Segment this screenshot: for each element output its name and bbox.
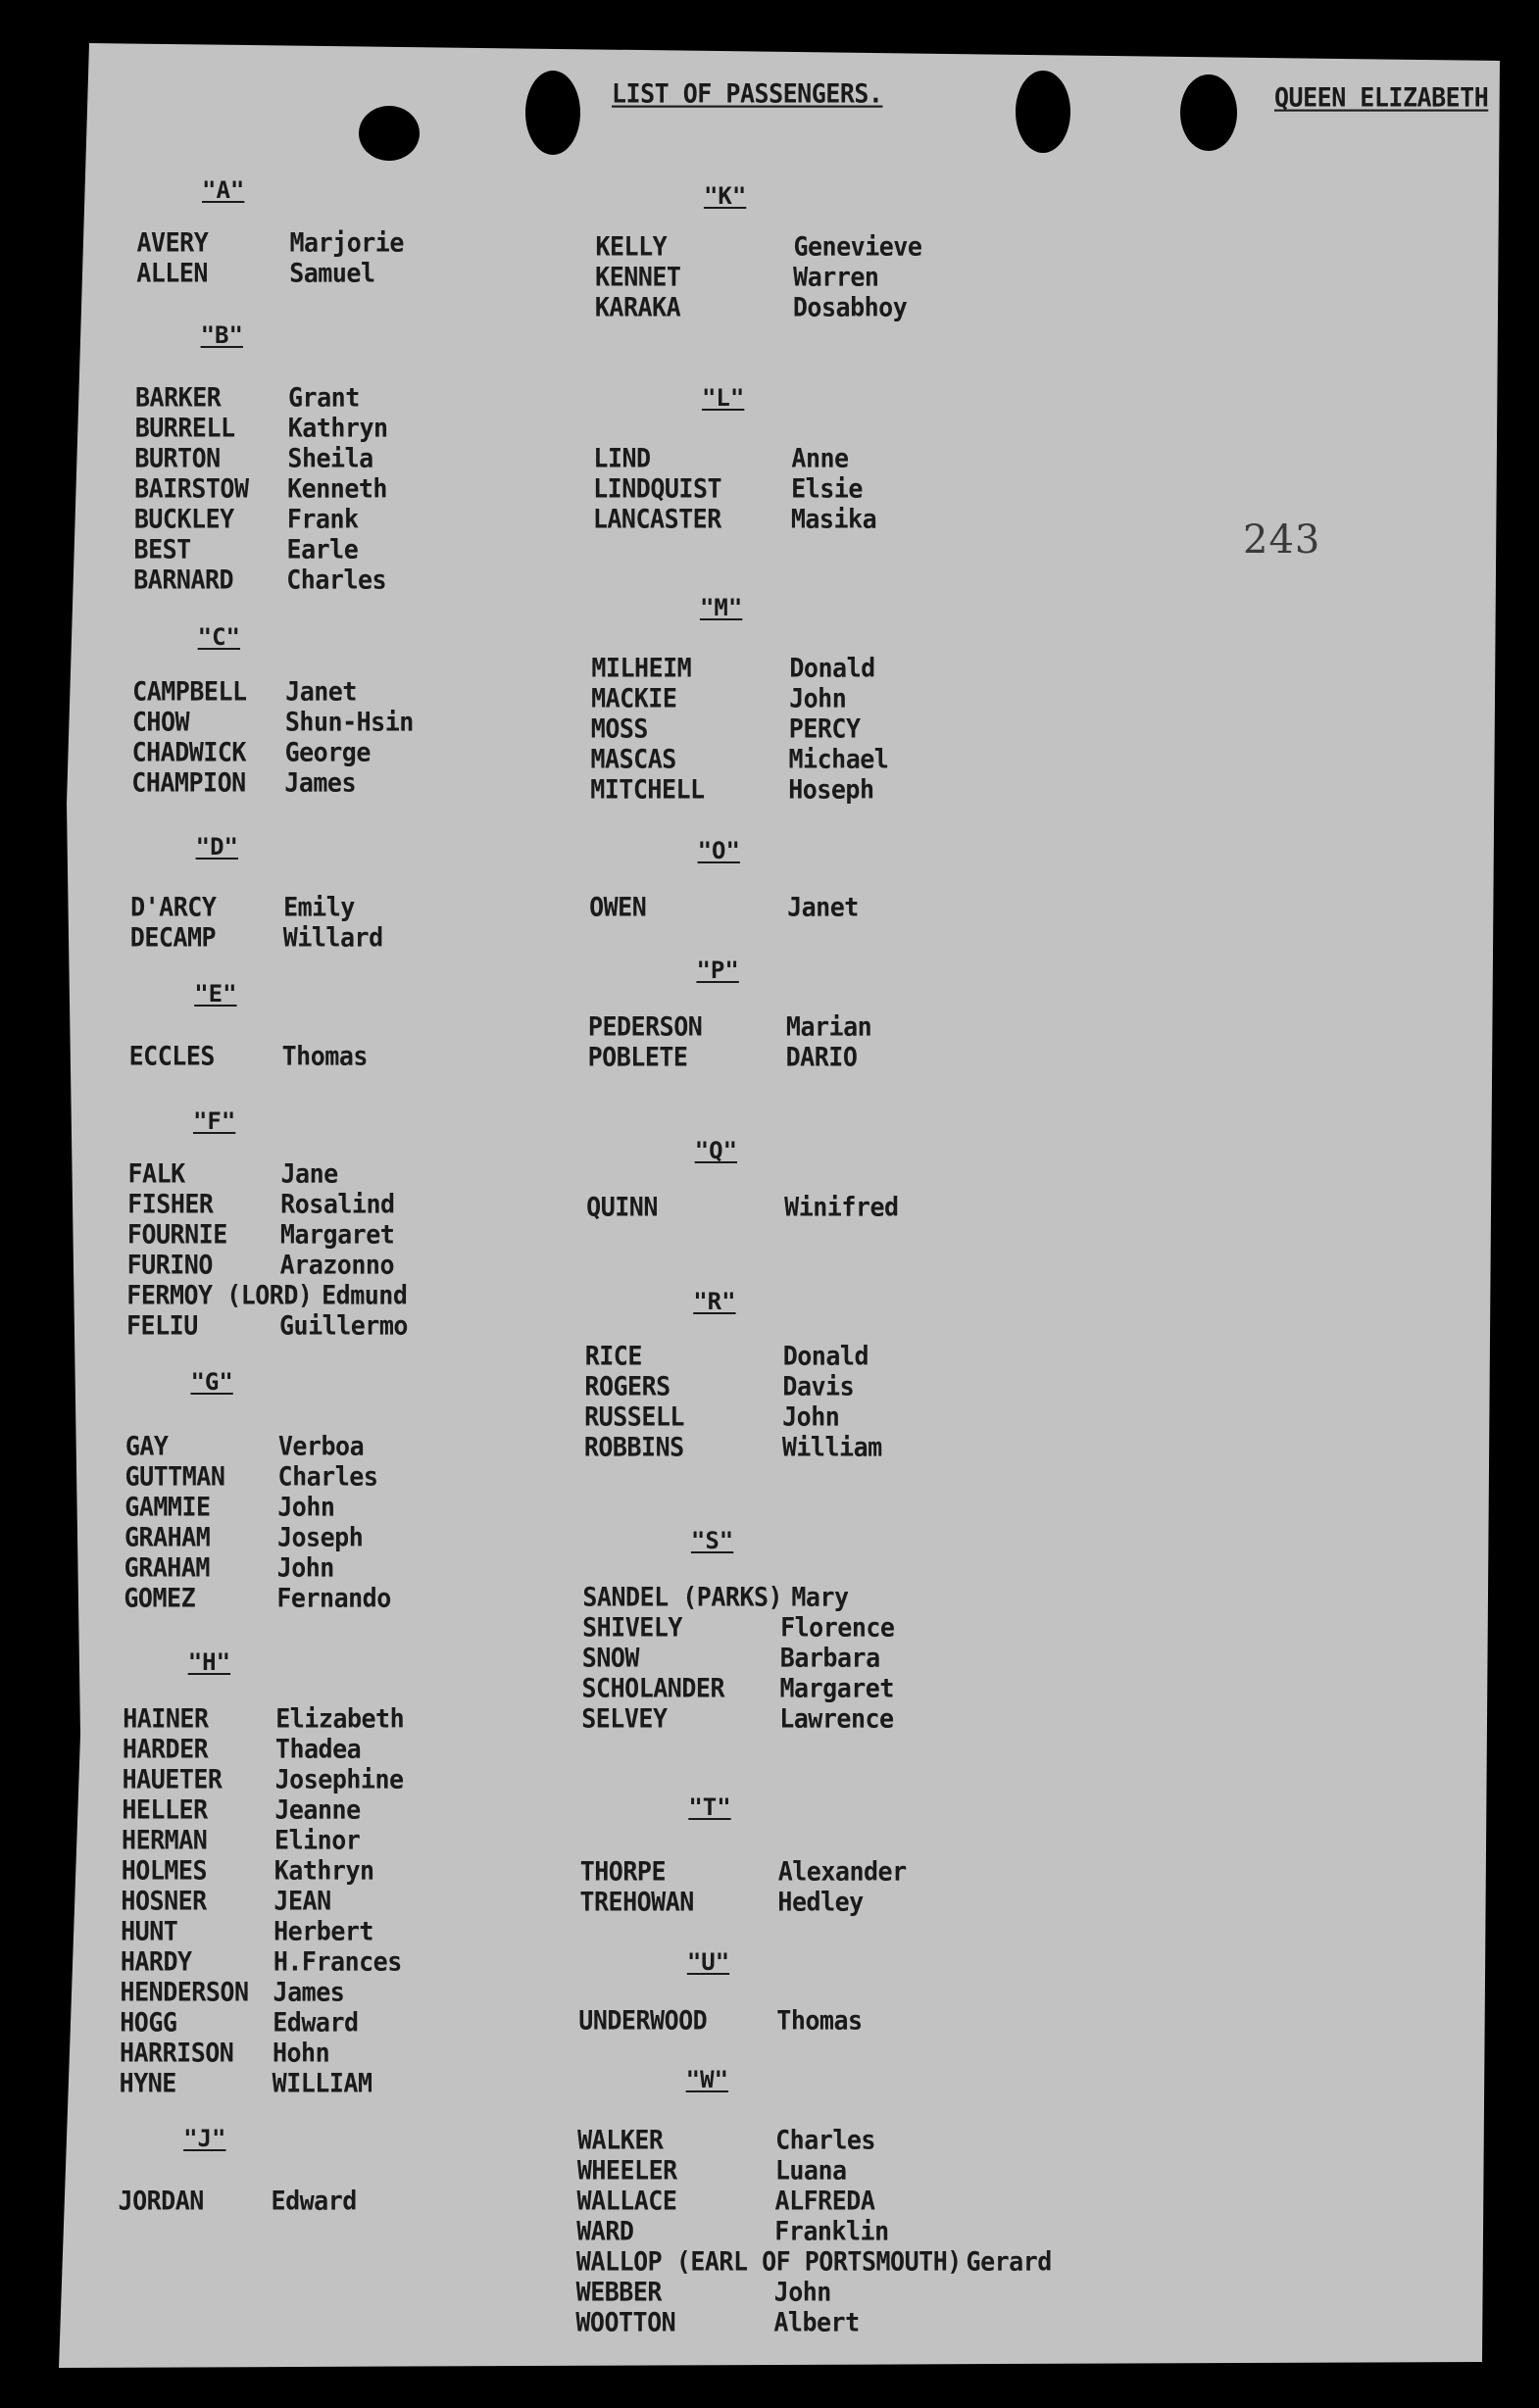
passenger-surname: MASCAS (590, 744, 676, 774)
passenger-given-name: William (781, 1432, 882, 1462)
passenger-surname: BAIRSTOW (134, 473, 249, 504)
passenger-surname: BURTON (134, 443, 221, 473)
passenger-given-name: Luana (774, 2155, 847, 2186)
passenger-given-name: ALFREDA (774, 2186, 875, 2216)
passenger-given-name: Elizabeth (275, 1703, 405, 1734)
passenger-surname: HOSNER (121, 1886, 207, 1916)
section-letter: "W" (685, 2066, 729, 2093)
passenger-surname: HARRISON (119, 2038, 234, 2068)
passenger-surname: CHOW (131, 707, 190, 737)
passenger-surname: FELIU (126, 1310, 198, 1341)
passenger-surname: MACKIE (591, 683, 677, 713)
passenger-given-name: Earle (286, 534, 359, 565)
section-letter: "T" (688, 1794, 731, 1821)
passenger-given-name: Charles (286, 565, 387, 595)
passenger-given-name: Emily (283, 892, 355, 922)
passenger-surname: GAY (124, 1431, 169, 1461)
passenger-given-name: Elinor (274, 1825, 361, 1855)
passenger-surname: FALK (127, 1158, 185, 1189)
passenger-given-name: Arazonno (279, 1250, 395, 1280)
passenger-surname: ROGERS (584, 1371, 670, 1401)
section-letter: "S" (690, 1527, 734, 1554)
passenger-surname: WHEELER (576, 2155, 677, 2186)
passenger-given-name: Hohn (272, 2038, 330, 2068)
section-letter: "O" (697, 837, 740, 864)
passenger-surname: LIND (593, 443, 651, 473)
passenger-given-name: Barbara (779, 1643, 880, 1673)
passenger-surname: THORPE (579, 1856, 667, 1887)
section-letter: "P" (696, 957, 739, 984)
passenger-surname: POBLETE (587, 1042, 688, 1072)
passenger-surname: HOLMES (121, 1855, 208, 1886)
passenger-surname: WALLOP (EARL OF PORTSMOUTH) (575, 2246, 962, 2277)
passenger-surname: GRAHAM (124, 1552, 210, 1583)
passenger-given-name: George (284, 737, 371, 767)
passenger-given-name: Genevieve (793, 231, 922, 262)
passenger-given-name: Gerard (966, 2246, 1052, 2277)
passenger-given-name: Charles (775, 2125, 875, 2155)
passenger-given-name: Jane (280, 1158, 338, 1189)
passenger-surname: HUNT (121, 1916, 178, 1946)
passenger-given-name: Donald (789, 653, 875, 683)
passenger-given-name: H.Frances (273, 1946, 402, 1977)
section-letter: "B" (200, 321, 243, 349)
passenger-given-name: Grant (288, 382, 360, 413)
passenger-given-name: Willard (282, 922, 383, 953)
passenger-given-name: Donald (782, 1341, 869, 1371)
section-letter: "F" (192, 1107, 236, 1135)
passenger-surname: BARKER (135, 382, 222, 413)
passenger-surname: ALLEN (136, 258, 208, 288)
passenger-given-name: Joseph (276, 1522, 364, 1552)
passenger-given-name: Josephine (274, 1764, 404, 1794)
passenger-surname: GRAHAM (124, 1522, 211, 1552)
passenger-given-name: Mary (791, 1582, 849, 1612)
passenger-surname: BUCKLEY (133, 504, 234, 534)
punch-hole (525, 71, 580, 155)
passenger-surname: PEDERSON (587, 1011, 703, 1042)
passenger-given-name: Franklin (774, 2216, 889, 2246)
passenger-surname: CAMPBELL (132, 676, 247, 707)
passenger-surname: UNDERWOOD (578, 2005, 708, 2036)
passenger-surname: TREHOWAN (579, 1887, 694, 1917)
passenger-given-name: Sheila (287, 443, 373, 473)
passenger-given-name: Hedley (777, 1887, 864, 1917)
passenger-surname: FERMOY (LORD) (126, 1280, 313, 1310)
passenger-given-name: Elsie (791, 473, 863, 504)
passenger-given-name: James (273, 1977, 345, 2007)
passenger-given-name: Margaret (279, 1219, 395, 1250)
passenger-given-name: Edward (271, 2186, 357, 2216)
passenger-given-name: Florence (780, 1612, 895, 1643)
passenger-given-name: Kathryn (273, 1855, 374, 1886)
section-letter: "E" (194, 980, 237, 1007)
passenger-surname: QUINN (586, 1192, 658, 1222)
section-letter: "C" (197, 623, 241, 651)
passenger-surname: KARAKA (594, 292, 681, 322)
passenger-surname: GUTTMAN (124, 1461, 225, 1492)
passenger-given-name: PERCY (788, 713, 861, 744)
passenger-surname: LANCASTER (592, 504, 721, 534)
passenger-given-name: Herbert (273, 1916, 373, 1946)
passenger-given-name: John (782, 1401, 840, 1432)
passenger-surname: HARDY (120, 1946, 192, 1977)
passenger-surname: MOSS (590, 713, 648, 744)
passenger-given-name: Albert (773, 2307, 860, 2337)
passenger-surname: ECCLES (128, 1041, 215, 1071)
passenger-surname: FOURNIE (126, 1219, 227, 1250)
passenger-given-name: Kathryn (287, 413, 388, 443)
passenger-given-name: Michael (788, 744, 889, 774)
passenger-given-name: Margaret (779, 1673, 894, 1703)
passenger-surname: FISHER (127, 1189, 214, 1219)
passenger-given-name: Guillermo (279, 1310, 408, 1341)
passenger-surname: HAINER (123, 1703, 209, 1734)
passenger-given-name: Thadea (274, 1734, 362, 1764)
passenger-given-name: Thomas (776, 2005, 863, 2036)
passenger-surname: RICE (584, 1341, 642, 1371)
section-letter: "Q" (694, 1137, 738, 1164)
passenger-surname: HAUETER (122, 1764, 223, 1794)
passenger-given-name: John (276, 1552, 334, 1583)
passenger-given-name: WILLIAM (272, 2068, 372, 2098)
passenger-given-name: Kenneth (287, 473, 387, 504)
section-letter: "R" (693, 1288, 736, 1315)
passenger-surname: FURINO (126, 1250, 213, 1280)
section-letter: "L" (701, 384, 745, 412)
section-letter: "D" (195, 833, 238, 860)
passenger-surname: DECAMP (129, 922, 217, 953)
passenger-given-name: Lawrence (779, 1703, 894, 1734)
passenger-surname: JORDAN (118, 2186, 204, 2216)
page-title: LIST OF PASSENGERS. (612, 78, 883, 109)
passenger-surname: WALKER (577, 2125, 664, 2155)
passenger-given-name: Rosalind (280, 1189, 395, 1219)
section-letter: "G" (190, 1368, 233, 1396)
section-letter: "U" (686, 1948, 730, 1976)
passenger-surname: KENNET (595, 262, 681, 292)
passenger-surname: HARDER (122, 1734, 209, 1764)
passenger-given-name: Frank (286, 504, 359, 534)
passenger-surname: SELVEY (581, 1703, 668, 1734)
section-letter: "J" (183, 2125, 226, 2152)
punch-hole (1016, 71, 1070, 153)
passenger-surname: CHAMPION (131, 767, 246, 798)
passenger-surname: HENDERSON (120, 1977, 249, 2007)
passenger-given-name: Marian (785, 1011, 872, 1042)
passenger-surname: LINDQUIST (593, 473, 722, 504)
passenger-given-name: Dosabhoy (792, 292, 908, 322)
passenger-surname: SNOW (581, 1643, 639, 1673)
passenger-surname: WOOTTON (575, 2307, 676, 2337)
passenger-surname: RUSSELL (584, 1401, 684, 1432)
passenger-given-name: John (773, 2277, 831, 2307)
passenger-given-name: Winifred (784, 1192, 899, 1222)
passenger-given-name: JEAN (273, 1886, 331, 1916)
passenger-given-name: Edward (273, 2007, 359, 2038)
ship-name: QUEEN ELIZABETH (1274, 82, 1489, 113)
passenger-given-name: James (284, 767, 357, 798)
passenger-given-name: Alexander (777, 1856, 907, 1887)
section-letter: "M" (699, 594, 743, 621)
passenger-surname: KELLY (595, 231, 668, 262)
punch-hole (1180, 74, 1237, 151)
passenger-surname: MILHEIM (591, 653, 692, 683)
passenger-surname: CHADWICK (131, 737, 246, 767)
passenger-given-name: John (789, 683, 847, 713)
section-letter: "A" (202, 176, 245, 204)
passenger-surname: BURRELL (134, 413, 235, 443)
passenger-surname: HELLER (122, 1794, 208, 1825)
section-letter: "K" (703, 182, 747, 210)
passenger-given-name: Warren (793, 262, 879, 292)
passenger-given-name: Thomas (281, 1041, 368, 1071)
passenger-surname: BEST (133, 534, 191, 565)
passenger-given-name: Anne (791, 443, 849, 473)
passenger-surname: AVERY (136, 227, 209, 258)
passenger-surname: D'ARCY (130, 892, 217, 922)
passenger-surname: HOGG (120, 2007, 177, 2038)
passenger-surname: BARNARD (133, 565, 234, 595)
passenger-surname: GOMEZ (124, 1583, 196, 1613)
passenger-surname: MITCHELL (590, 774, 705, 805)
passenger-given-name: Shun-Hsin (284, 707, 414, 737)
passenger-given-name: Masika (790, 504, 877, 534)
passenger-given-name: Hoseph (788, 774, 874, 805)
passenger-given-name: Samuel (289, 258, 375, 288)
passenger-given-name: Jeanne (274, 1794, 361, 1825)
page-number: 243 (1243, 517, 1321, 563)
passenger-surname: OWEN (589, 892, 647, 922)
passenger-surname: WEBBER (575, 2277, 662, 2307)
punch-hole (359, 106, 420, 161)
passenger-given-name: Verboa (277, 1431, 365, 1461)
passenger-given-name: John (277, 1492, 335, 1522)
passenger-surname: WALLACE (576, 2186, 677, 2216)
passenger-surname: HYNE (119, 2068, 176, 2098)
passenger-given-name: Charles (277, 1461, 378, 1492)
passenger-given-name: Edmund (322, 1280, 408, 1310)
passenger-given-name: Fernando (276, 1583, 391, 1613)
passenger-surname: WARD (576, 2216, 634, 2246)
passenger-given-name: DARIO (785, 1042, 858, 1072)
passenger-given-name: Janet (285, 676, 357, 707)
passenger-surname: ROBBINS (583, 1432, 684, 1462)
section-letter: "H" (187, 1648, 231, 1676)
passenger-surname: HERMAN (122, 1825, 208, 1855)
passenger-surname: SANDEL (PARKS) (582, 1582, 783, 1612)
passenger-surname: GAMMIE (124, 1492, 211, 1522)
passenger-given-name: Janet (787, 892, 859, 922)
passenger-surname: SHIVELY (582, 1612, 682, 1643)
passenger-surname: SCHOLANDER (581, 1673, 724, 1703)
passenger-given-name: Davis (782, 1371, 855, 1401)
passenger-given-name: Marjorie (289, 227, 404, 258)
